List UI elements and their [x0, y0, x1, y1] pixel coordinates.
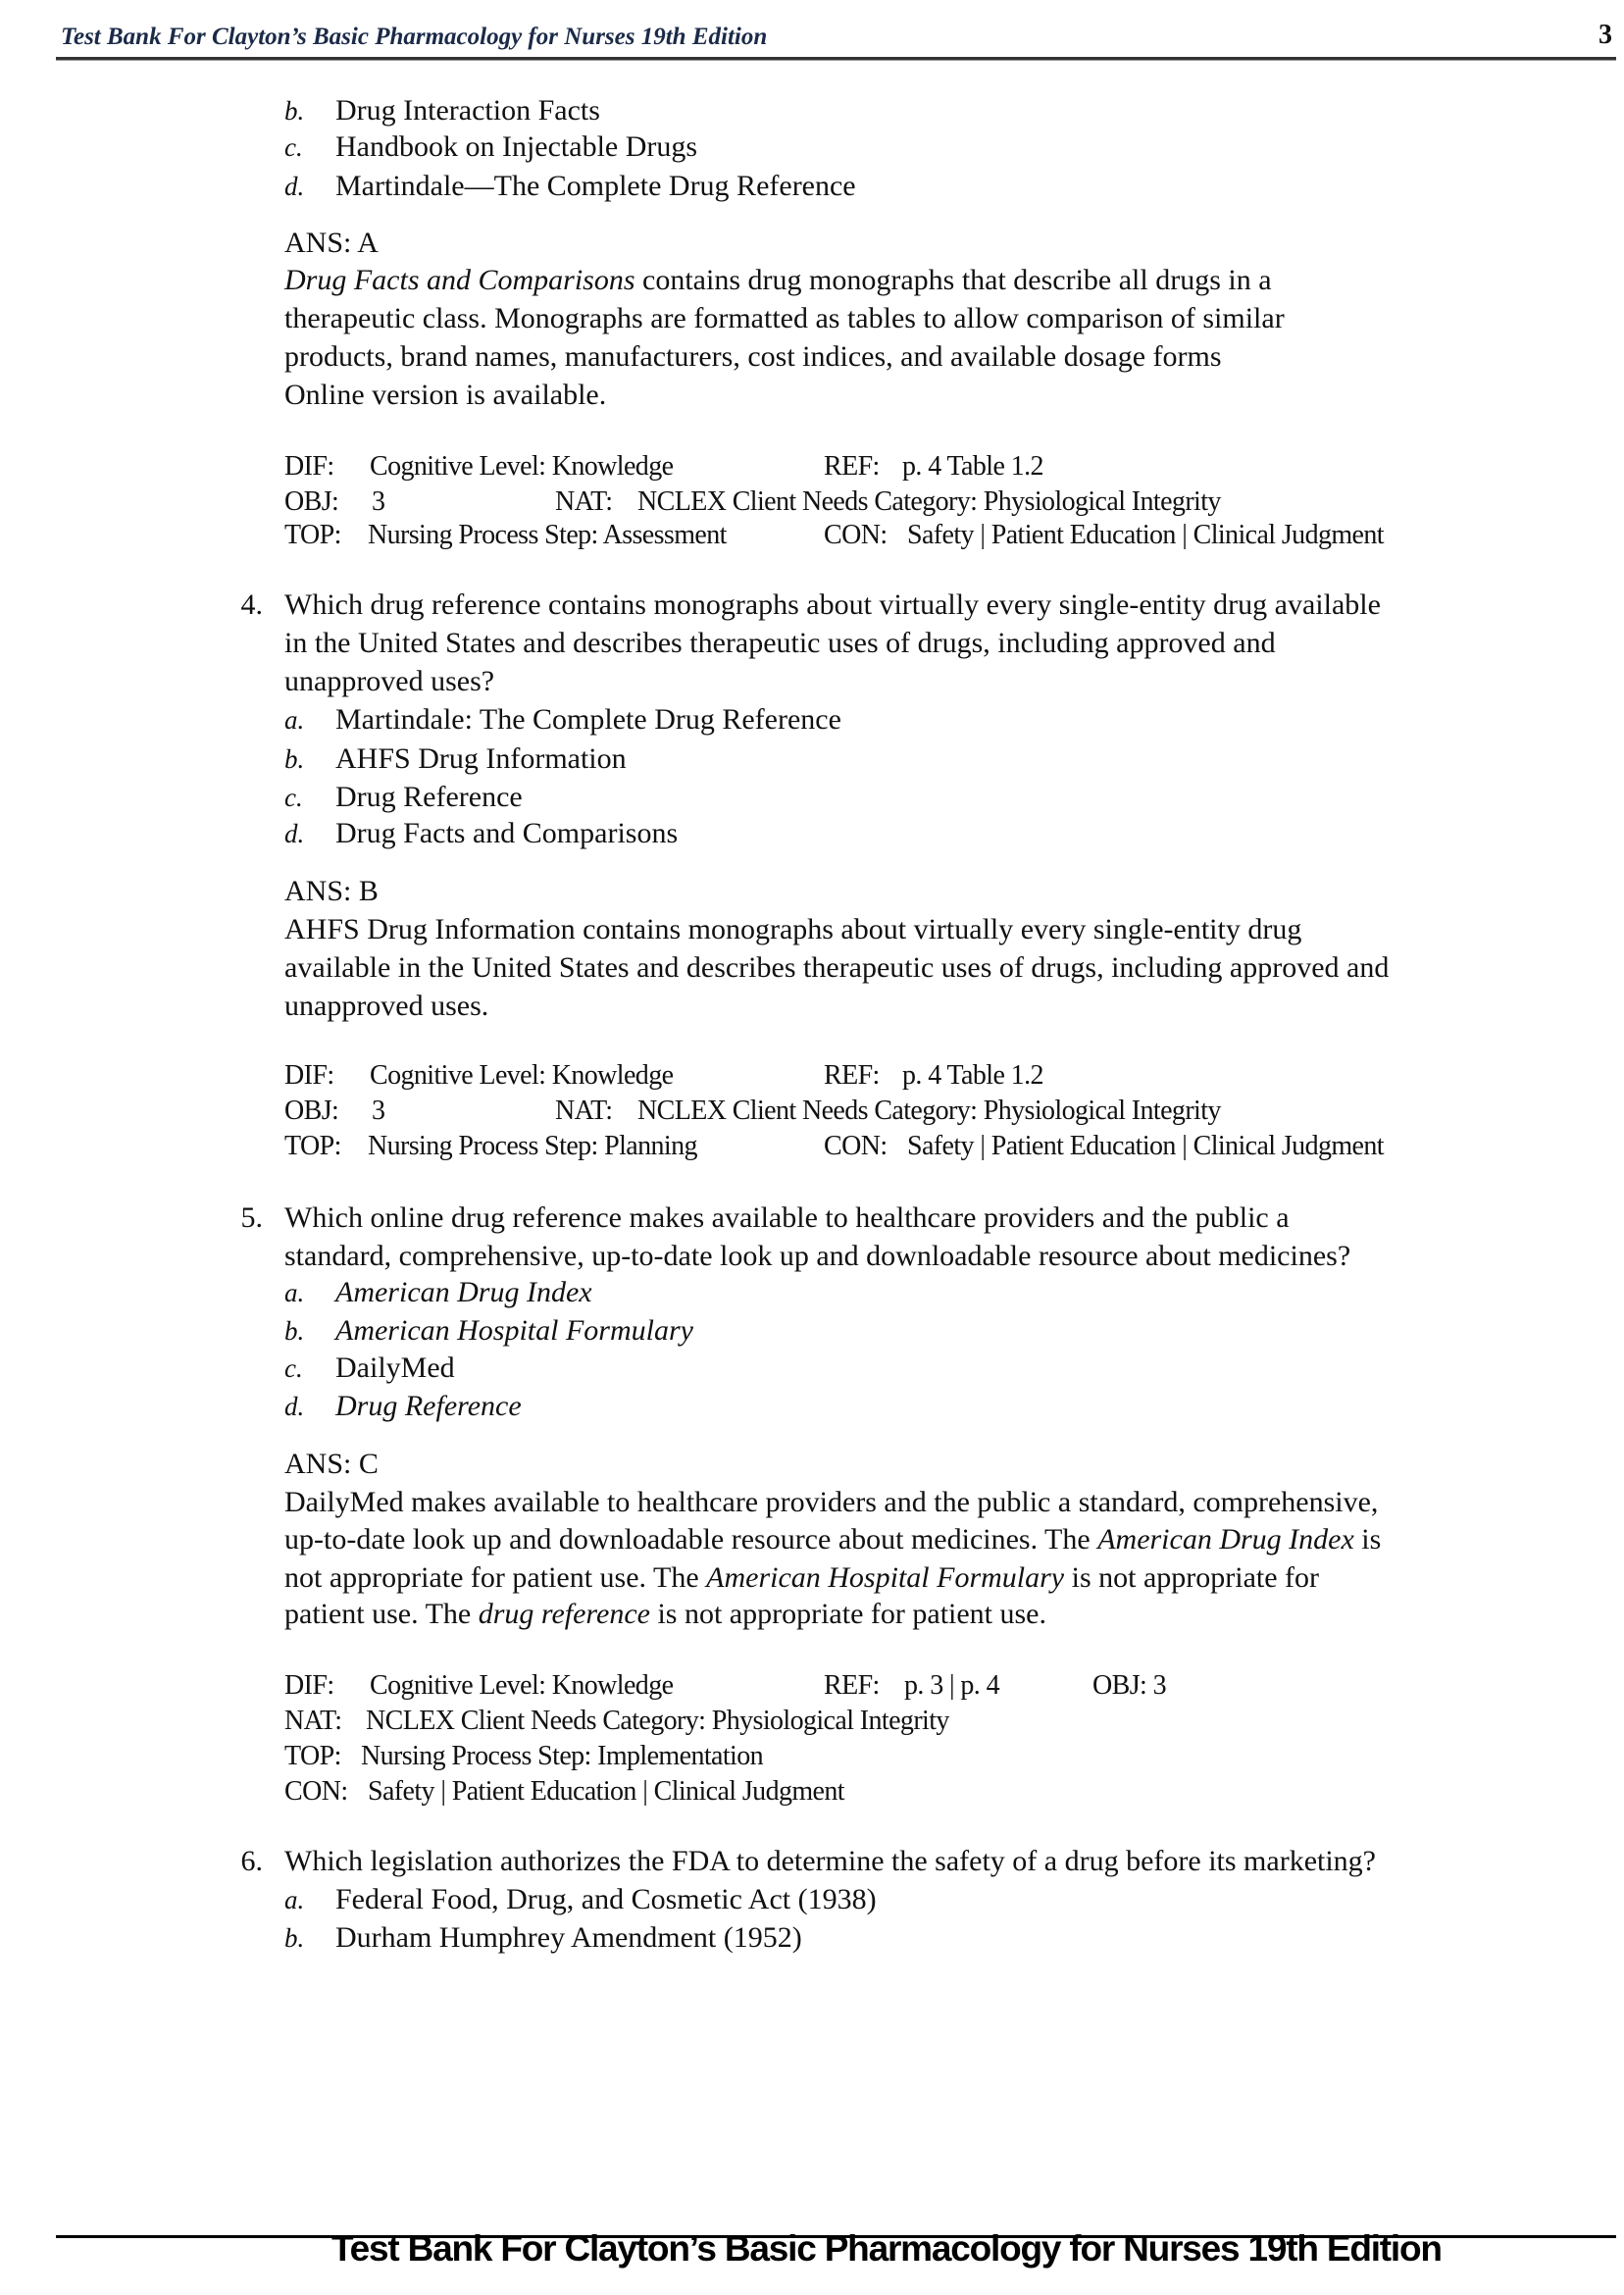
rationale-line	[284, 300, 1285, 337]
option-text: American Hospital Formulary	[335, 1314, 693, 1347]
ref-label: REF:	[824, 1060, 880, 1091]
option-letter: a.	[284, 1885, 305, 1914]
dif-value: Cognitive Level: Knowledge	[370, 1670, 674, 1701]
option-letter: b.	[284, 96, 305, 126]
rationale-segment: drug reference	[478, 1598, 650, 1630]
ref-value: p. 4 Table 1.2	[902, 451, 1043, 482]
obj-label: OBJ:	[284, 1096, 339, 1126]
dif-label: DIF:	[284, 1060, 334, 1091]
answer-key: ANS: A	[284, 227, 379, 259]
rationale-line	[284, 1521, 1381, 1558]
ref-value: p. 4 Table 1.2	[902, 1060, 1043, 1091]
running-header-title: Test Bank For Clayton’s Basic Pharmacology for Nurses 19th Edition	[61, 24, 768, 50]
option-text: Martindale: The Complete Drug Reference	[335, 703, 841, 736]
nat-label: NAT:	[555, 1096, 613, 1126]
rationale-segment: is	[1353, 1523, 1382, 1556]
obj-label: OBJ: 3	[1092, 1670, 1166, 1701]
option-letter: d.	[284, 172, 305, 201]
option-letter: d.	[284, 819, 305, 848]
question-stem: standard, comprehensive, up-to-date look up and downloadable resource about medicines?	[284, 1240, 1351, 1272]
option-letter: c.	[284, 783, 303, 812]
question-stem: Which legislation authorizes the FDA to determine the safety of a drug before its marketing?	[284, 1845, 1376, 1877]
top-value: Nursing Process Step: Implementation	[361, 1741, 764, 1771]
footer-title: Test Bank For Clayton’s Basic Pharmacology for Nurses 19th Edition	[331, 2228, 1442, 2269]
rationale-segment: unapproved uses.	[284, 990, 489, 1022]
rationale-segment: available in the United States and describes therapeutic uses of drugs, including approved and	[284, 951, 1390, 984]
question-number: 6.	[240, 1845, 263, 1877]
dif-value: Cognitive Level: Knowledge	[370, 1060, 674, 1091]
question-stem: in the United States and describes therapeutic uses of drugs, including approved and	[284, 627, 1276, 659]
option-letter: b.	[284, 1316, 305, 1346]
option-text: Drug Reference	[335, 1390, 522, 1422]
rationale-line	[284, 377, 606, 414]
con-label: CON:	[284, 1776, 348, 1807]
option-text: Handbook on Injectable Drugs	[335, 130, 698, 163]
nat-value: NCLEX Client Needs Category: Physiological Integrity	[637, 486, 1221, 517]
option-letter: a.	[284, 1278, 305, 1307]
option-letter: c.	[284, 1353, 303, 1383]
rationale-segment: products, brand names, manufacturers, cost indices, and available dosage forms	[284, 340, 1222, 373]
rationale-segment: DailyMed makes available to healthcare providers and the public a standard, comprehensive,	[284, 1486, 1379, 1518]
rationale-segment: is not appropriate for	[1064, 1561, 1320, 1594]
option-text: Drug Facts and Comparisons	[335, 817, 679, 849]
rationale-line	[284, 949, 1389, 987]
nat-value: NCLEX Client Needs Category: Physiological Integrity	[637, 1096, 1221, 1126]
rationale-segment: Drug Facts and Comparisons	[284, 264, 635, 296]
nat-label: NAT:	[555, 486, 613, 517]
rationale-segment: is not appropriate for patient use.	[649, 1598, 1047, 1630]
top-label: TOP:	[284, 1741, 341, 1771]
rationale-line	[284, 338, 1222, 376]
option-text: Durham Humphrey Amendment (1952)	[335, 1921, 802, 1954]
answer-key: ANS: C	[284, 1448, 379, 1480]
con-label: CON:	[824, 1131, 888, 1161]
ref-label: REF:	[824, 1670, 880, 1701]
con-value: Safety | Patient Education | Clinical Judgment	[368, 1776, 844, 1807]
option-text: AHFS Drug Information	[335, 742, 627, 775]
dif-label: DIF:	[284, 1670, 334, 1701]
question-number: 4.	[240, 588, 263, 621]
rationale-line	[284, 911, 1301, 948]
top-label: TOP:	[284, 520, 341, 550]
option-text: Drug Reference	[335, 781, 523, 813]
option-text: Martindale—The Complete Drug Reference	[335, 170, 856, 202]
con-value: Safety | Patient Education | Clinical Judgment	[907, 1131, 1384, 1161]
rationale-segment: patient use. The	[284, 1598, 479, 1630]
ref-value: p. 3 | p. 4	[904, 1670, 1000, 1701]
dif-value: Cognitive Level: Knowledge	[370, 451, 674, 482]
con-label: CON:	[824, 520, 888, 550]
nat-value: NCLEX Client Needs Category: Physiological Integrity	[366, 1706, 949, 1736]
question-stem: Which online drug reference makes available to healthcare providers and the public a	[284, 1201, 1290, 1234]
top-value: Nursing Process Step: Assessment	[368, 520, 727, 550]
answer-key: ANS: B	[284, 875, 379, 907]
rationale-segment: AHFS Drug Information contains monographs about virtually every single-entity drug	[284, 913, 1302, 945]
option-letter: c.	[284, 132, 303, 162]
page-number: 3	[1599, 20, 1612, 50]
rationale-segment: American Hospital Formulary	[706, 1561, 1065, 1594]
option-letter: b.	[284, 744, 305, 774]
top-value: Nursing Process Step: Planning	[368, 1131, 697, 1161]
question-number: 5.	[240, 1201, 263, 1234]
rationale-segment: therapeutic class. Monographs are formatted as tables to allow comparison of similar	[284, 302, 1285, 334]
dif-label: DIF:	[284, 451, 334, 482]
option-text: American Drug Index	[335, 1276, 592, 1308]
rationale-line	[284, 1596, 1046, 1633]
question-stem: Which drug reference contains monographs about virtually every single-entity drug available	[284, 588, 1381, 621]
option-text: DailyMed	[335, 1352, 455, 1384]
rationale-segment: up-to-date look up and downloadable resource about medicines. The	[284, 1523, 1098, 1556]
rationale-line	[284, 988, 488, 1025]
rationale-segment: not appropriate for patient use. The	[284, 1561, 707, 1594]
con-value: Safety | Patient Education | Clinical Judgment	[907, 520, 1384, 550]
obj-value: 3	[372, 1096, 385, 1126]
ref-label: REF:	[824, 451, 880, 482]
option-text: Drug Interaction Facts	[335, 94, 600, 127]
rationale-segment: Online version is available.	[284, 379, 607, 411]
nat-label: NAT:	[284, 1706, 342, 1736]
option-letter: a.	[284, 705, 305, 735]
option-text: Federal Food, Drug, and Cosmetic Act (1938)	[335, 1883, 877, 1915]
option-letter: d.	[284, 1392, 305, 1421]
obj-label: OBJ:	[284, 486, 339, 517]
header-rule	[56, 57, 1616, 61]
question-stem: unapproved uses?	[284, 665, 495, 697]
rationale-segment: American Drug Index	[1097, 1523, 1354, 1556]
rationale-line	[284, 1484, 1378, 1521]
obj-value: 3	[372, 486, 385, 517]
rationale-line	[284, 262, 1272, 299]
rationale-line	[284, 1559, 1319, 1597]
top-label: TOP:	[284, 1131, 341, 1161]
option-letter: b.	[284, 1923, 305, 1953]
rationale-segment: contains drug monographs that describe all drugs in a	[634, 264, 1272, 296]
